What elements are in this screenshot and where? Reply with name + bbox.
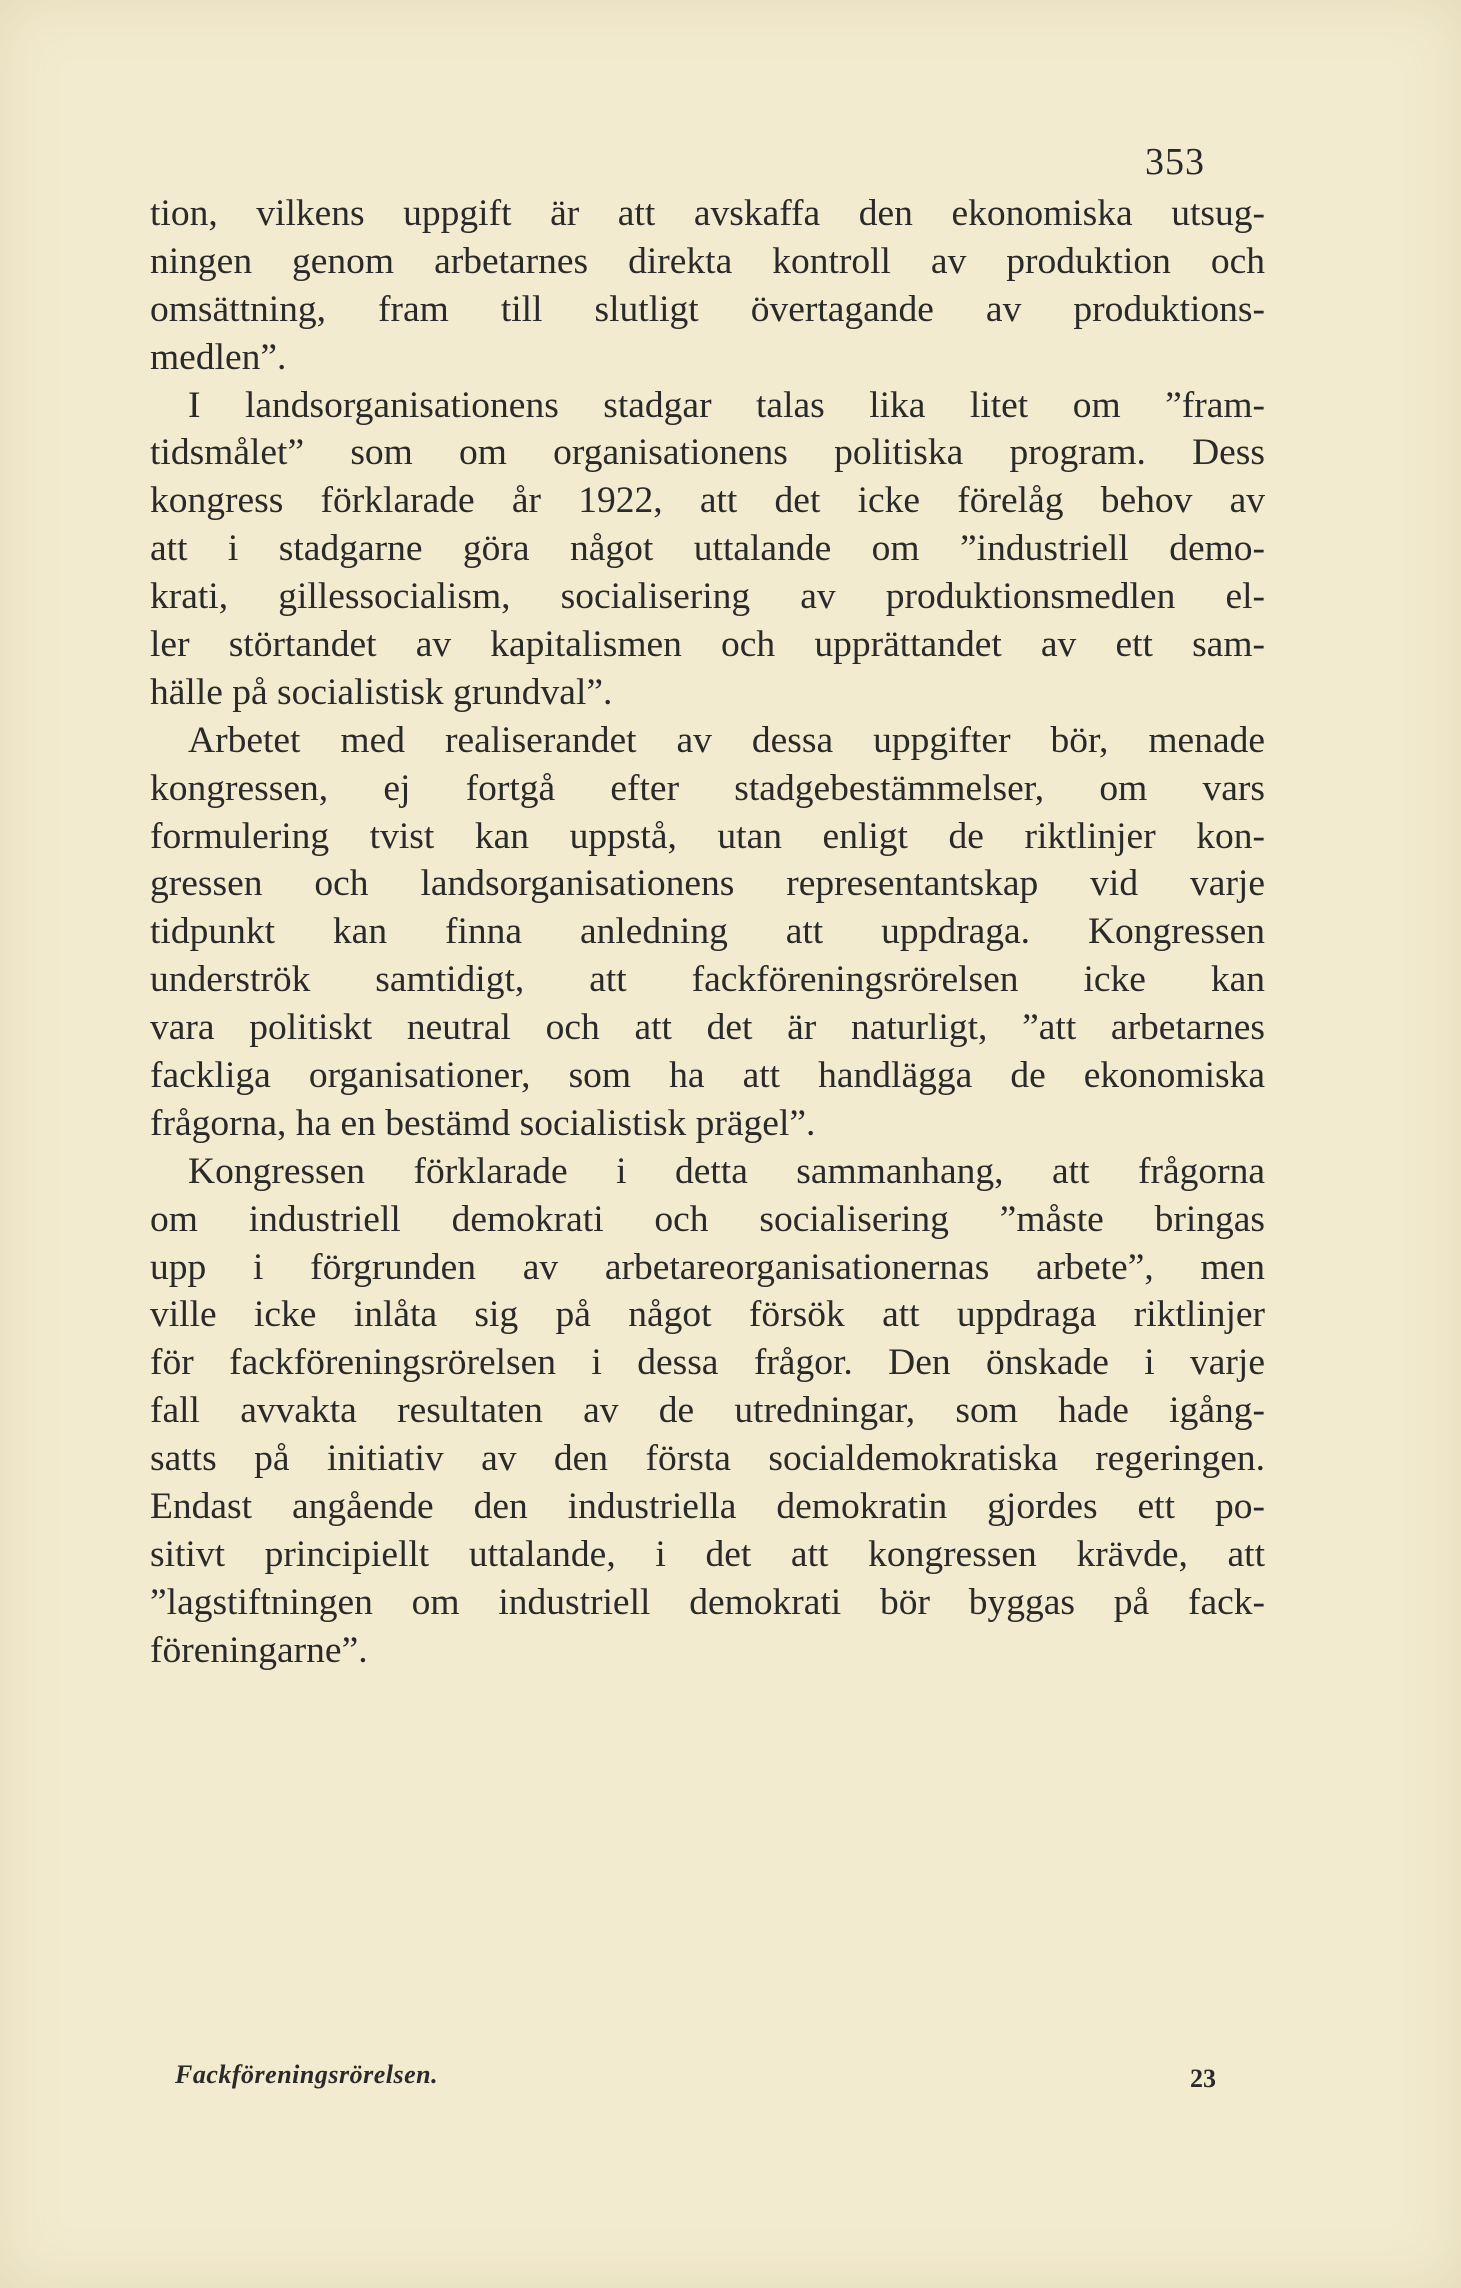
text-line: föreningarne”. [150, 1629, 368, 1671]
text-line: medlen”. [150, 336, 287, 378]
text-line: ”lagstiftningen om industriell demokrati bör byggas på fack- [150, 1581, 1265, 1623]
paragraph [150, 1148, 1265, 1675]
text-line: fackliga organisationer, som ha att handlägga de ekonomiska [150, 1055, 1265, 1097]
text-line: gressen och landsorganisationens representantskap vid varje [150, 863, 1265, 905]
text-line: ville icke inlåta sig på något försök att uppdraga riktlinjer [150, 1294, 1265, 1336]
text-line: satts på initiativ av den första socialdemokratiska regeringen. [150, 1438, 1265, 1480]
text-line: underströk samtidigt, att fackföreningsrörelsen icke kan [150, 959, 1265, 1001]
text-line: upp i förgrunden av arbetareorganisationernas arbete”, men [150, 1246, 1265, 1288]
text-line: formulering tvist kan uppstå, utan enligt de riktlinjer kon- [150, 815, 1265, 857]
text-line: ningen genom arbetarnes direkta kontroll av produktion och [150, 240, 1265, 282]
text-line: fall avvakta resultaten av de utredningar, som hade igång- [150, 1390, 1265, 1432]
text-line: sitivt principiellt uttalande, i det att kongressen krävde, att [150, 1533, 1265, 1575]
text-line: ler störtandet av kapitalismen och upprättandet av ett sam- [150, 624, 1265, 666]
text-line: tion, vilkens uppgift är att avskaffa den ekonomiska utsug- [150, 193, 1265, 234]
page-number: 353 [1145, 141, 1205, 183]
text-line: vara politiskt neutral och att det är naturligt, ”att arbetarnes [150, 1007, 1265, 1049]
text-line: att i stadgarne göra något uttalande om ”industriell demo- [150, 528, 1265, 570]
text-line: tidsmålet” som om organisationens politiska program. Dess [150, 432, 1265, 474]
footer-title: Fackföreningsrörelsen. [175, 2060, 439, 2089]
text-line: frågorna, ha en bestämd socialistisk prägel”. [150, 1102, 816, 1144]
text-line: I landsorganisationens stadgar talas lika litet om ”fram- [188, 384, 1265, 426]
text-line: Arbetet med realiserandet av dessa uppgifter bör, menade [188, 719, 1265, 761]
text-line: Endast angående den industriella demokratin gjordes ett po- [150, 1486, 1265, 1528]
text-line: Kongressen förklarade i detta sammanhang, att frågorna [188, 1150, 1265, 1192]
text-line: krati, gillessocialism, socialisering av produktionsmedlen el- [150, 576, 1265, 618]
signature-number: 23 [1190, 2064, 1216, 2093]
body-text [150, 190, 1265, 1675]
paragraph [150, 382, 1265, 717]
text-line: hälle på socialistisk grundval”. [150, 671, 613, 713]
paragraph [150, 190, 1265, 382]
text-line: kongressen, ej fortgå efter stadgebestämmelser, om vars [150, 767, 1265, 809]
text-line: omsättning, fram till slutligt övertagande av produktions- [150, 288, 1265, 330]
text-line: tidpunkt kan finna anledning att uppdraga. Kongressen [150, 911, 1265, 953]
text-line: för fackföreningsrörelsen i dessa frågor. Den önskade i varje [150, 1342, 1265, 1384]
text-line: kongress förklarade år 1922, att det icke förelåg behov av [150, 480, 1265, 522]
paragraph [150, 717, 1265, 1148]
text-line: om industriell demokrati och socialisering ”måste bringas [150, 1198, 1265, 1240]
